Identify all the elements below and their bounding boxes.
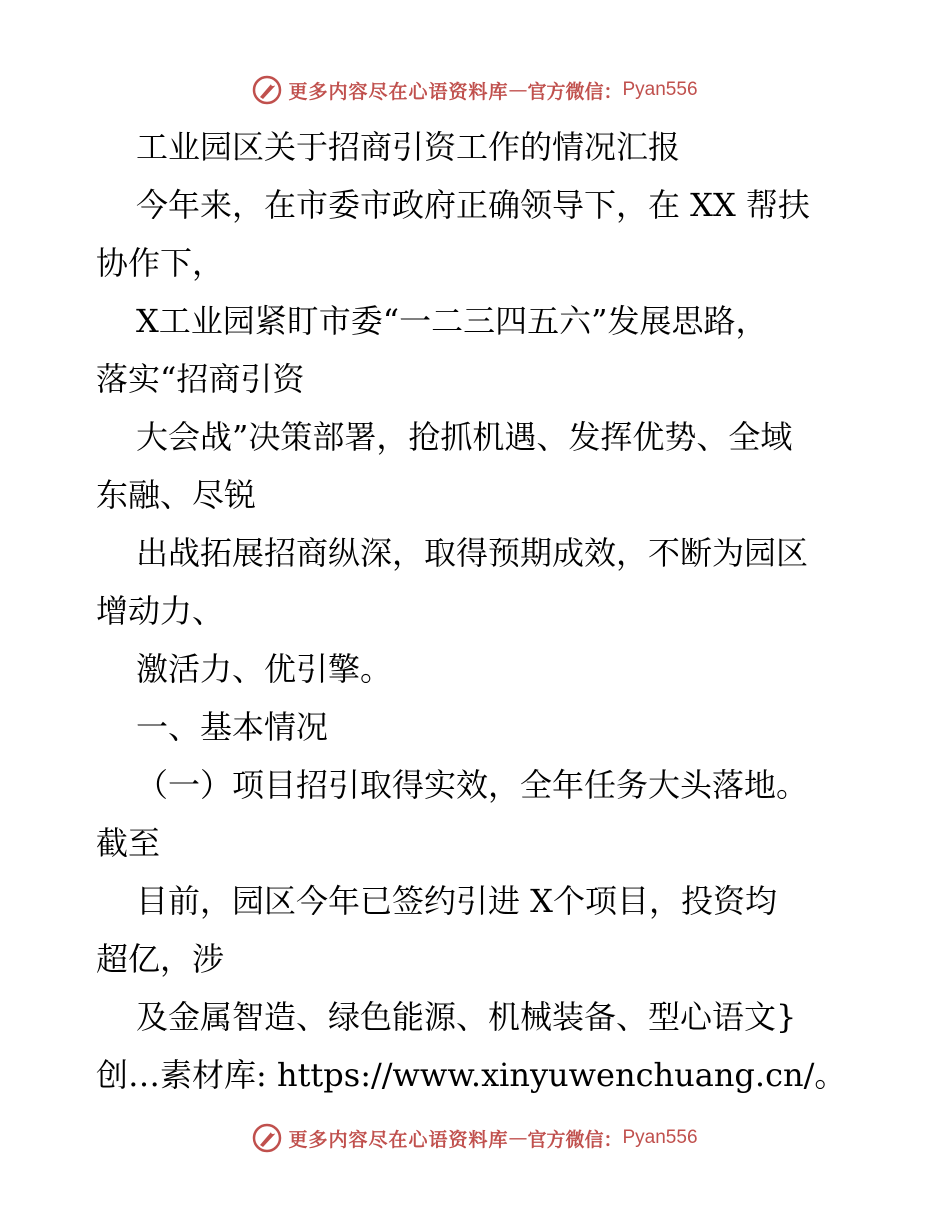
banner-wechat-label: 官方微信： <box>527 80 623 103</box>
document-title: 工业园区关于招商引资工作的情况汇报 <box>136 128 681 166</box>
banner-wechat-id: Pyan556 <box>622 1127 698 1148</box>
pen-logo-icon <box>252 1123 282 1153</box>
paragraph-line: 激活力、优引擎。 <box>136 650 393 688</box>
footer-watermark-banner <box>0 1118 950 1158</box>
paragraph-line: 大会战”决策部署，抢抓机遇、发挥优势、全域 <box>136 418 793 456</box>
section-heading: 一、基本情况 <box>136 708 329 746</box>
banner-separator: — <box>508 79 528 101</box>
paragraph-line: 东融、尽锐 <box>96 476 257 514</box>
paragraph-line: 目前，园区今年已签约引进 X个项目，投资均 <box>136 882 777 920</box>
banner-slogan: 更多内容尽在心语资料库 <box>288 1128 509 1151</box>
banner-separator: — <box>508 1127 528 1149</box>
document-body <box>96 118 856 1104</box>
banner-wechat-id: Pyan556 <box>622 79 698 100</box>
pen-logo-icon <box>252 75 282 105</box>
paragraph-line: X工业园紧盯市委“一二三四五六”发展思路， <box>136 302 768 340</box>
paragraph-line: 截至 <box>96 824 161 862</box>
banner-wechat-label: 官方微信： <box>527 1128 623 1151</box>
paragraph-line: 出战拓展招商纵深，取得预期成效，不断为园区 <box>136 534 809 572</box>
header-watermark-banner <box>0 70 950 110</box>
paragraph-line: 增动力、 <box>96 592 225 630</box>
paragraph-line: 今年来，在市委市政府正确领导下，在 XX 帮扶 <box>136 186 810 224</box>
paragraph-line: 协作下， <box>96 244 225 282</box>
paragraph-line: 落实“招商引资 <box>96 360 305 398</box>
subsection-heading: （一）项目招引取得实效，全年任务大头落地。 <box>136 766 809 804</box>
paragraph-line: 及金属智造、绿色能源、机械装备、型心语文} <box>136 998 797 1036</box>
paragraph-line-with-url: 创…素材库: https://www.xinyuwenchuang.cn/。 <box>96 1056 847 1094</box>
paragraph-line: 超亿，涉 <box>96 940 225 978</box>
banner-slogan: 更多内容尽在心语资料库 <box>288 80 509 103</box>
